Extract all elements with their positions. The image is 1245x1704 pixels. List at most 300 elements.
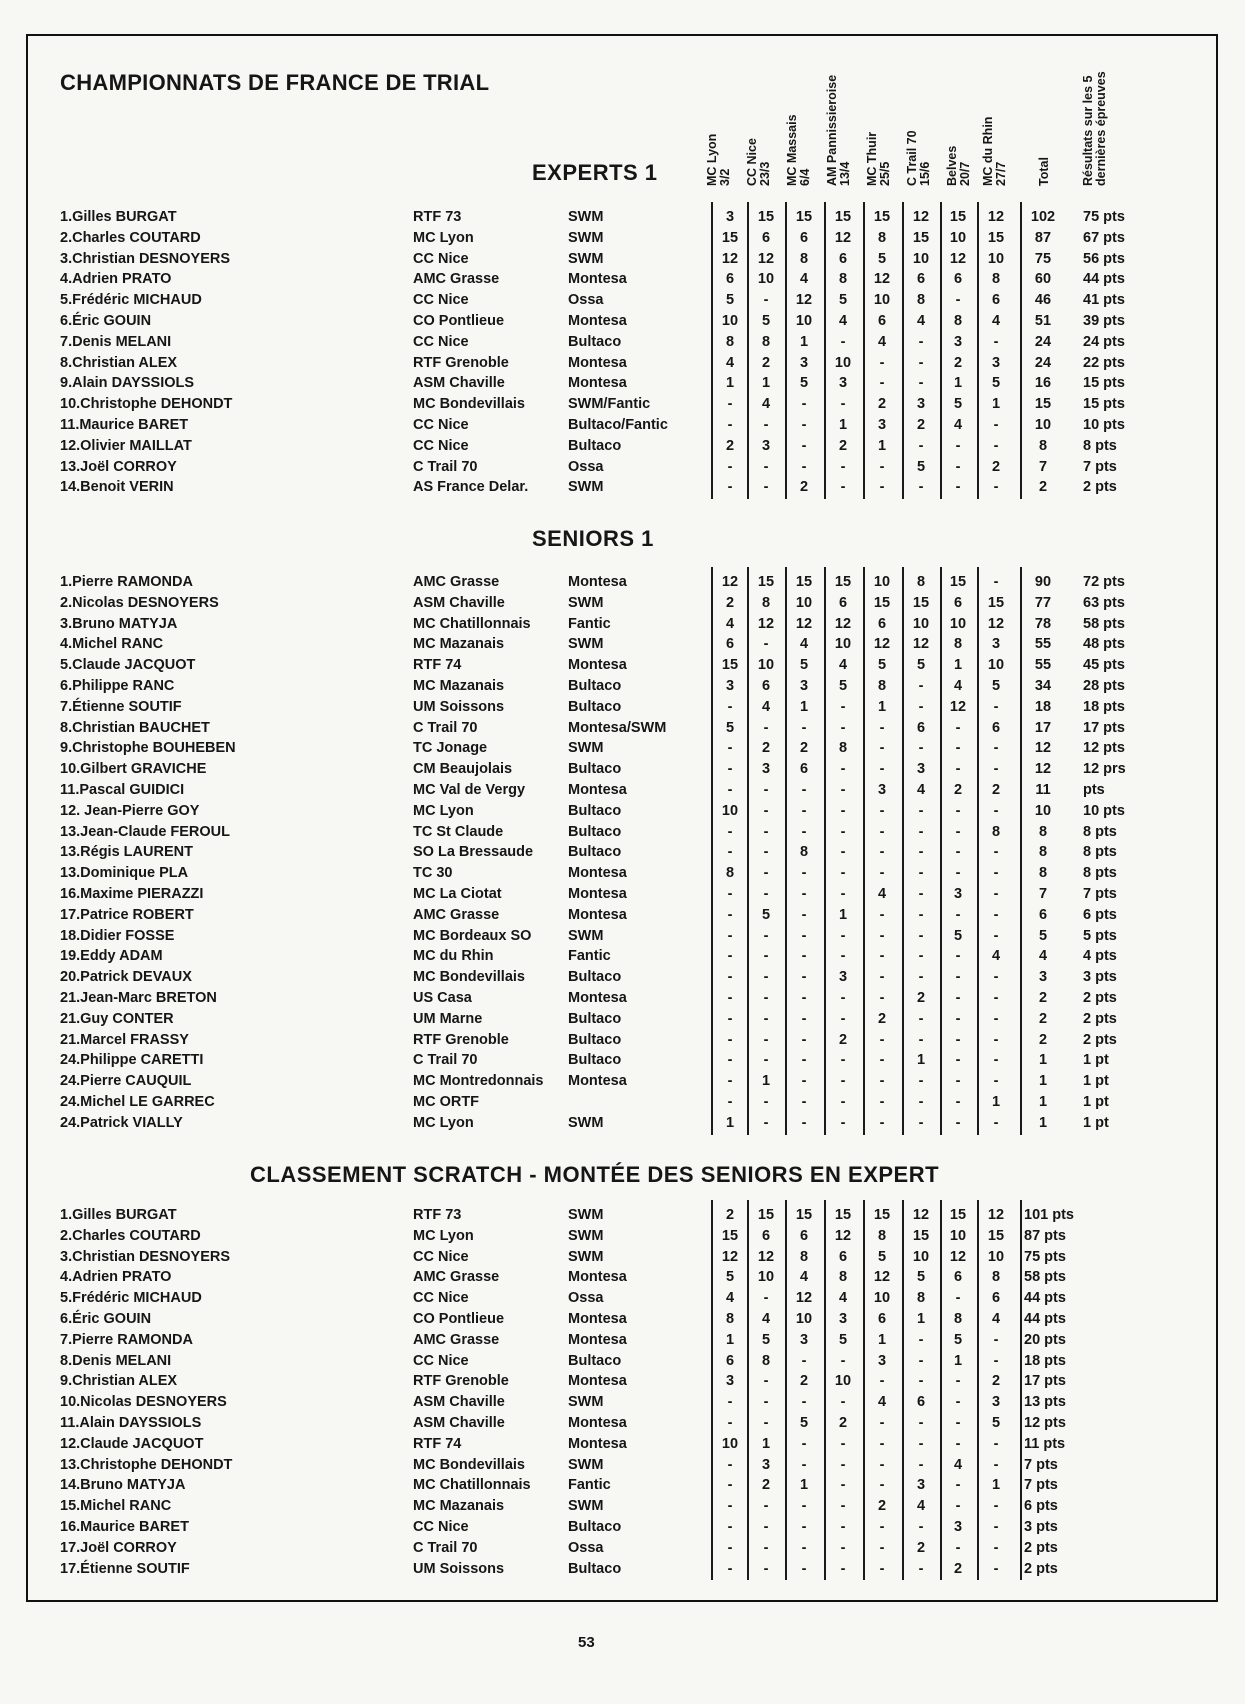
score-cell: - bbox=[918, 1094, 924, 1110]
score-cell: 8 bbox=[953, 1311, 963, 1327]
score-cell: 12 bbox=[873, 636, 891, 653]
bike-brand: SWM bbox=[568, 1498, 604, 1515]
score-cell: 12 bbox=[795, 1290, 813, 1307]
score-cell: 8 bbox=[799, 250, 809, 267]
club-name: CC Nice bbox=[413, 1519, 469, 1535]
score-cell: - bbox=[727, 1456, 733, 1473]
club-name: MC Mazanais bbox=[413, 636, 505, 653]
score-cell: 3 bbox=[916, 761, 926, 778]
score-cell: - bbox=[955, 1073, 961, 1090]
score-cell: - bbox=[801, 865, 807, 882]
score-cell: - bbox=[840, 479, 846, 496]
score-cell: 10 bbox=[873, 1290, 891, 1307]
club-name: CC Nice bbox=[413, 1290, 469, 1307]
score-cell: 15 bbox=[795, 1207, 813, 1223]
score-cell: 6 bbox=[838, 250, 848, 267]
result-points: 1 pt bbox=[1083, 1094, 1109, 1110]
score-cell: 5 bbox=[877, 657, 887, 674]
score-cell: - bbox=[727, 1560, 733, 1577]
total-cell: 75 bbox=[1034, 250, 1052, 267]
table-row bbox=[0, 1393, 1245, 1413]
score-cell: 4 bbox=[916, 782, 926, 798]
rider-name: 13.Joël CORROY bbox=[60, 458, 177, 475]
club-name: TC 30 bbox=[413, 865, 453, 882]
column-rule bbox=[711, 567, 713, 1135]
rider-name: 20.Patrick DEVAUX bbox=[60, 969, 192, 986]
bike-brand: Montesa bbox=[568, 1415, 627, 1431]
rider-name: 2.Charles COUTARD bbox=[60, 229, 201, 246]
result-points: 12 pts bbox=[1083, 740, 1125, 757]
score-cell: - bbox=[993, 906, 999, 923]
club-name: CC Nice bbox=[413, 417, 469, 433]
total-cell: 8 bbox=[1038, 437, 1048, 454]
score-cell: 6 bbox=[725, 271, 735, 288]
club-name: CC Nice bbox=[413, 1248, 469, 1265]
bike-brand: SWM bbox=[568, 1227, 604, 1244]
total-cell: 87 pts bbox=[1024, 1227, 1066, 1244]
table-row bbox=[0, 1372, 1245, 1392]
score-cell: - bbox=[840, 1010, 846, 1027]
score-cell: - bbox=[727, 740, 733, 757]
column-rule bbox=[902, 202, 904, 499]
club-name: SO La Bressaude bbox=[413, 844, 534, 861]
club-name: CC Nice bbox=[413, 437, 469, 454]
score-cell: 2 bbox=[761, 1477, 771, 1494]
score-cell: 6 bbox=[877, 1311, 887, 1327]
bike-brand: Ossa bbox=[568, 292, 604, 309]
score-cell: - bbox=[763, 823, 769, 840]
score-cell: - bbox=[801, 1010, 807, 1027]
score-cell: 1 bbox=[761, 375, 771, 392]
total-cell: 12 pts bbox=[1024, 1415, 1066, 1431]
score-cell: 6 bbox=[799, 761, 809, 778]
score-cell: 1 bbox=[761, 1435, 771, 1452]
score-cell: - bbox=[955, 969, 961, 986]
score-cell: 3 bbox=[991, 354, 1001, 371]
rider-name: 10.Gilbert GRAVICHE bbox=[60, 761, 207, 778]
total-cell: 2 pts bbox=[1024, 1539, 1058, 1556]
score-cell: - bbox=[727, 1073, 733, 1090]
score-cell: - bbox=[840, 1394, 846, 1411]
rider-name: 12. Jean-Pierre GOY bbox=[60, 802, 200, 819]
table-row bbox=[0, 823, 1245, 843]
score-cell: 4 bbox=[953, 417, 963, 433]
score-cell: - bbox=[918, 678, 924, 694]
score-cell: 6 bbox=[761, 229, 771, 246]
score-cell: - bbox=[727, 1539, 733, 1556]
score-cell: - bbox=[918, 906, 924, 923]
score-cell: - bbox=[763, 1031, 769, 1048]
total-cell: 2 bbox=[1038, 1031, 1048, 1048]
score-cell: 2 bbox=[838, 1031, 848, 1048]
score-cell: - bbox=[993, 1539, 999, 1556]
club-name: RTF 73 bbox=[413, 1207, 462, 1223]
bike-brand: Montesa bbox=[568, 1331, 627, 1348]
score-cell: - bbox=[918, 740, 924, 757]
total-cell: 75 pts bbox=[1024, 1248, 1066, 1265]
score-cell: - bbox=[763, 844, 769, 861]
score-cell: - bbox=[918, 802, 924, 819]
score-cell: - bbox=[727, 479, 733, 496]
score-cell: 1 bbox=[799, 333, 809, 350]
total-cell: 1 bbox=[1038, 1114, 1048, 1131]
score-cell: 10 bbox=[795, 594, 813, 611]
score-cell: 12 bbox=[912, 1207, 930, 1223]
club-name: MC Lyon bbox=[413, 1227, 474, 1244]
score-cell: - bbox=[918, 1010, 924, 1027]
column-rule bbox=[785, 567, 787, 1135]
score-cell: - bbox=[918, 479, 924, 496]
total-cell: 55 bbox=[1034, 657, 1052, 674]
score-cell: 12 bbox=[987, 615, 1005, 632]
club-name: AMC Grasse bbox=[413, 906, 500, 923]
result-points: 1 pt bbox=[1083, 1114, 1109, 1131]
column-rule bbox=[863, 567, 865, 1135]
score-cell: 8 bbox=[838, 271, 848, 288]
bike-brand: SWM bbox=[568, 1456, 604, 1473]
bike-brand: SWM bbox=[568, 250, 604, 267]
score-cell: - bbox=[840, 782, 846, 798]
score-cell: - bbox=[840, 927, 846, 944]
score-cell: 15 bbox=[873, 594, 891, 611]
club-name: MC Lyon bbox=[413, 229, 474, 246]
result-points: 7 pts bbox=[1083, 886, 1117, 902]
score-cell: - bbox=[955, 740, 961, 757]
score-cell: 2 bbox=[725, 437, 735, 454]
score-cell: 10 bbox=[757, 1269, 775, 1286]
rider-name: 21.Jean-Marc BRETON bbox=[60, 990, 217, 1006]
score-cell: 4 bbox=[761, 1311, 771, 1327]
score-cell: - bbox=[727, 1010, 733, 1027]
bike-brand: Montesa bbox=[568, 990, 627, 1006]
table-row bbox=[0, 1051, 1245, 1071]
score-cell: 3 bbox=[799, 1331, 809, 1348]
result-points: 15 pts bbox=[1083, 375, 1125, 392]
score-cell: 4 bbox=[838, 1290, 848, 1307]
score-cell: 2 bbox=[953, 782, 963, 798]
score-cell: - bbox=[879, 1519, 885, 1535]
score-cell: 2 bbox=[799, 479, 809, 496]
score-cell: - bbox=[763, 636, 769, 653]
score-cell: 3 bbox=[916, 396, 926, 413]
column-header: AM Pannissieroise 13/4 bbox=[825, 74, 852, 186]
score-cell: - bbox=[993, 417, 999, 433]
score-cell: - bbox=[840, 948, 846, 965]
result-points: 3 pts bbox=[1083, 969, 1117, 986]
score-cell: - bbox=[879, 1415, 885, 1431]
total-cell: 7 bbox=[1038, 886, 1048, 902]
score-cell: 3 bbox=[725, 1373, 735, 1390]
score-cell: 12 bbox=[912, 636, 930, 653]
score-cell: 5 bbox=[838, 292, 848, 309]
club-name: MC Mazanais bbox=[413, 1498, 505, 1515]
rider-name: 4.Michel RANC bbox=[60, 636, 164, 653]
score-cell: - bbox=[993, 1052, 999, 1069]
score-cell: 2 bbox=[991, 458, 1001, 475]
total-cell: 18 bbox=[1034, 698, 1052, 715]
score-cell: 10 bbox=[949, 615, 967, 632]
score-cell: 4 bbox=[877, 886, 887, 902]
score-cell: - bbox=[879, 1114, 885, 1131]
rider-name: 1.Pierre RAMONDA bbox=[60, 574, 193, 590]
score-cell: - bbox=[993, 1456, 999, 1473]
score-cell: 6 bbox=[916, 719, 926, 736]
total-cell: 16 bbox=[1034, 375, 1052, 392]
score-cell: 2 bbox=[916, 1539, 926, 1556]
table-row bbox=[0, 478, 1245, 498]
table-row bbox=[0, 615, 1245, 635]
score-cell: - bbox=[727, 396, 733, 413]
score-cell: - bbox=[993, 927, 999, 944]
score-cell: 3 bbox=[761, 1456, 771, 1473]
score-cell: - bbox=[918, 375, 924, 392]
rider-name: 18.Didier FOSSE bbox=[60, 927, 175, 944]
bike-brand: Montesa bbox=[568, 1373, 627, 1390]
total-cell: 8 bbox=[1038, 865, 1048, 882]
score-cell: 6 bbox=[799, 1227, 809, 1244]
score-cell: 10 bbox=[949, 1227, 967, 1244]
club-name: RTF Grenoble bbox=[413, 1373, 509, 1390]
result-points: 45 pts bbox=[1083, 657, 1125, 674]
score-cell: - bbox=[879, 1073, 885, 1090]
score-cell: 5 bbox=[877, 250, 887, 267]
score-cell: - bbox=[763, 719, 769, 736]
score-cell: 6 bbox=[838, 594, 848, 611]
rider-name: 24.Patrick VIALLY bbox=[60, 1114, 183, 1131]
score-cell: - bbox=[879, 1560, 885, 1577]
table-row bbox=[0, 760, 1245, 780]
table-row bbox=[0, 395, 1245, 415]
score-cell: 3 bbox=[838, 1311, 848, 1327]
score-cell: - bbox=[801, 886, 807, 902]
score-cell: 3 bbox=[725, 678, 735, 694]
score-cell: - bbox=[918, 1031, 924, 1048]
bike-brand: Fantic bbox=[568, 615, 611, 632]
result-points: 44 pts bbox=[1083, 271, 1125, 288]
table-row bbox=[0, 354, 1245, 374]
score-cell: - bbox=[955, 1052, 961, 1069]
result-points: 1 pt bbox=[1083, 1073, 1109, 1090]
score-cell: - bbox=[879, 1094, 885, 1110]
total-cell: 4 bbox=[1038, 948, 1048, 965]
score-cell: - bbox=[993, 333, 999, 350]
rider-name: 4.Adrien PRATO bbox=[60, 1269, 172, 1286]
score-cell: 10 bbox=[949, 229, 967, 246]
score-cell: 12 bbox=[949, 250, 967, 267]
score-cell: - bbox=[918, 948, 924, 965]
total-cell: 24 bbox=[1034, 333, 1052, 350]
club-name: AMC Grasse bbox=[413, 1331, 500, 1348]
bike-brand: Montesa bbox=[568, 354, 627, 371]
rider-name: 11.Alain DAYSSIOLS bbox=[60, 1415, 202, 1431]
score-cell: 6 bbox=[916, 1394, 926, 1411]
total-cell: 60 bbox=[1034, 271, 1052, 288]
bike-brand: Montesa bbox=[568, 375, 627, 392]
score-cell: - bbox=[993, 1560, 999, 1577]
bike-brand: Bultaco bbox=[568, 437, 622, 454]
total-cell: 58 pts bbox=[1024, 1269, 1066, 1286]
result-points: 10 pts bbox=[1083, 417, 1125, 433]
score-cell: 12 bbox=[987, 209, 1005, 225]
score-cell: - bbox=[763, 479, 769, 496]
score-cell: 10 bbox=[757, 657, 775, 674]
bike-brand: Montesa bbox=[568, 906, 627, 923]
result-points: 17 pts bbox=[1083, 719, 1125, 736]
total-cell: 5 bbox=[1038, 927, 1048, 944]
table-row bbox=[0, 229, 1245, 249]
score-cell: 10 bbox=[795, 1311, 813, 1327]
score-cell: - bbox=[801, 417, 807, 433]
club-name: RTF 73 bbox=[413, 209, 462, 225]
score-cell: 8 bbox=[877, 1227, 887, 1244]
score-cell: 6 bbox=[991, 1290, 1001, 1307]
bike-brand: SWM bbox=[568, 636, 604, 653]
score-cell: - bbox=[840, 844, 846, 861]
score-cell: - bbox=[918, 1560, 924, 1577]
score-cell: 1 bbox=[953, 1352, 963, 1369]
score-cell: - bbox=[993, 437, 999, 454]
score-cell: 4 bbox=[953, 1456, 963, 1473]
page-number: 53 bbox=[578, 1634, 595, 1651]
result-points: 8 pts bbox=[1083, 865, 1117, 882]
score-cell: - bbox=[840, 1435, 846, 1452]
score-cell: 3 bbox=[953, 886, 963, 902]
score-cell: 10 bbox=[987, 1248, 1005, 1265]
score-cell: - bbox=[955, 761, 961, 778]
club-name: C Trail 70 bbox=[413, 719, 478, 736]
rider-name: 3.Christian DESNOYERS bbox=[60, 250, 231, 267]
score-cell: 4 bbox=[877, 1394, 887, 1411]
score-cell: - bbox=[955, 458, 961, 475]
club-name: MC ORTF bbox=[413, 1094, 480, 1110]
column-rule bbox=[711, 202, 713, 499]
total-cell: 102 bbox=[1030, 209, 1056, 225]
score-cell: - bbox=[727, 1477, 733, 1494]
score-cell: 2 bbox=[761, 740, 771, 757]
result-points: 18 pts bbox=[1083, 698, 1125, 715]
bike-brand: Bultaco bbox=[568, 1052, 622, 1069]
total-cell: 2 bbox=[1038, 990, 1048, 1006]
score-cell: 12 bbox=[757, 250, 775, 267]
score-cell: - bbox=[763, 1415, 769, 1431]
total-cell: 11 pts bbox=[1024, 1435, 1066, 1452]
total-cell: 8 bbox=[1038, 823, 1048, 840]
score-cell: - bbox=[993, 1435, 999, 1452]
score-cell: 15 bbox=[721, 229, 739, 246]
score-cell: 5 bbox=[991, 1415, 1001, 1431]
score-cell: - bbox=[801, 458, 807, 475]
column-rule bbox=[940, 1200, 942, 1580]
club-name: UM Soissons bbox=[413, 1560, 505, 1577]
score-cell: - bbox=[763, 969, 769, 986]
score-cell: 2 bbox=[725, 1207, 735, 1223]
club-name: C Trail 70 bbox=[413, 1052, 478, 1069]
table-row bbox=[0, 989, 1245, 1009]
score-cell: 8 bbox=[799, 844, 809, 861]
score-cell: - bbox=[918, 823, 924, 840]
score-cell: - bbox=[801, 396, 807, 413]
rider-name: 8.Christian BAUCHET bbox=[60, 719, 210, 736]
score-cell: 5 bbox=[838, 678, 848, 694]
section-title-experts: EXPERTS 1 bbox=[532, 160, 658, 185]
table-row bbox=[0, 927, 1245, 947]
table-row bbox=[0, 1518, 1245, 1538]
total-cell: 2 bbox=[1038, 479, 1048, 496]
score-cell: - bbox=[955, 1373, 961, 1390]
score-cell: - bbox=[801, 969, 807, 986]
table-row bbox=[0, 739, 1245, 759]
score-cell: 1 bbox=[761, 1073, 771, 1090]
table-row bbox=[0, 677, 1245, 697]
score-cell: - bbox=[879, 990, 885, 1006]
total-cell: 24 bbox=[1034, 354, 1052, 371]
score-cell: 8 bbox=[916, 1290, 926, 1307]
club-name: CC Nice bbox=[413, 250, 469, 267]
score-cell: 1 bbox=[838, 906, 848, 923]
score-cell: - bbox=[955, 292, 961, 309]
score-cell: 5 bbox=[761, 1331, 771, 1348]
score-cell: 5 bbox=[916, 657, 926, 674]
score-cell: - bbox=[840, 802, 846, 819]
score-cell: 5 bbox=[953, 1331, 963, 1348]
score-cell: 5 bbox=[799, 1415, 809, 1431]
column-rule bbox=[824, 567, 826, 1135]
score-cell: - bbox=[955, 1477, 961, 1494]
score-cell: 15 bbox=[987, 594, 1005, 611]
bike-brand: SWM/Fantic bbox=[568, 396, 651, 413]
score-cell: 3 bbox=[725, 209, 735, 225]
score-cell: 1 bbox=[799, 698, 809, 715]
club-name: ASM Chaville bbox=[413, 375, 505, 392]
score-cell: 8 bbox=[799, 1248, 809, 1265]
score-cell: 1 bbox=[725, 1114, 735, 1131]
score-cell: - bbox=[918, 844, 924, 861]
table-row bbox=[0, 864, 1245, 884]
score-cell: 12 bbox=[721, 574, 739, 590]
club-name: MC Bordeaux SO bbox=[413, 927, 532, 944]
score-cell: 10 bbox=[873, 292, 891, 309]
column-rule bbox=[902, 567, 904, 1135]
score-cell: - bbox=[918, 1519, 924, 1535]
bike-brand: Bultaco bbox=[568, 678, 622, 694]
score-cell: 2 bbox=[838, 437, 848, 454]
score-cell: 10 bbox=[834, 636, 852, 653]
score-cell: - bbox=[763, 782, 769, 798]
score-cell: - bbox=[763, 865, 769, 882]
score-cell: - bbox=[955, 1010, 961, 1027]
score-cell: - bbox=[727, 844, 733, 861]
score-cell: 2 bbox=[991, 782, 1001, 798]
score-cell: - bbox=[918, 1415, 924, 1431]
score-cell: - bbox=[918, 865, 924, 882]
rider-name: 14.Benoit VERIN bbox=[60, 479, 174, 496]
club-name: MC Chatillonnais bbox=[413, 615, 531, 632]
result-points: 63 pts bbox=[1083, 594, 1125, 611]
table-row bbox=[0, 1331, 1245, 1351]
bike-brand: Bultaco bbox=[568, 969, 622, 986]
score-cell: - bbox=[955, 990, 961, 1006]
score-cell: 12 bbox=[721, 250, 739, 267]
score-cell: 5 bbox=[991, 375, 1001, 392]
score-cell: 2 bbox=[877, 396, 887, 413]
score-cell: 2 bbox=[953, 354, 963, 371]
score-cell: - bbox=[879, 948, 885, 965]
score-cell: - bbox=[727, 417, 733, 433]
score-cell: 6 bbox=[991, 292, 1001, 309]
score-cell: 1 bbox=[991, 1094, 1001, 1110]
table-row bbox=[0, 1476, 1245, 1496]
bike-brand: Bultaco bbox=[568, 333, 622, 350]
